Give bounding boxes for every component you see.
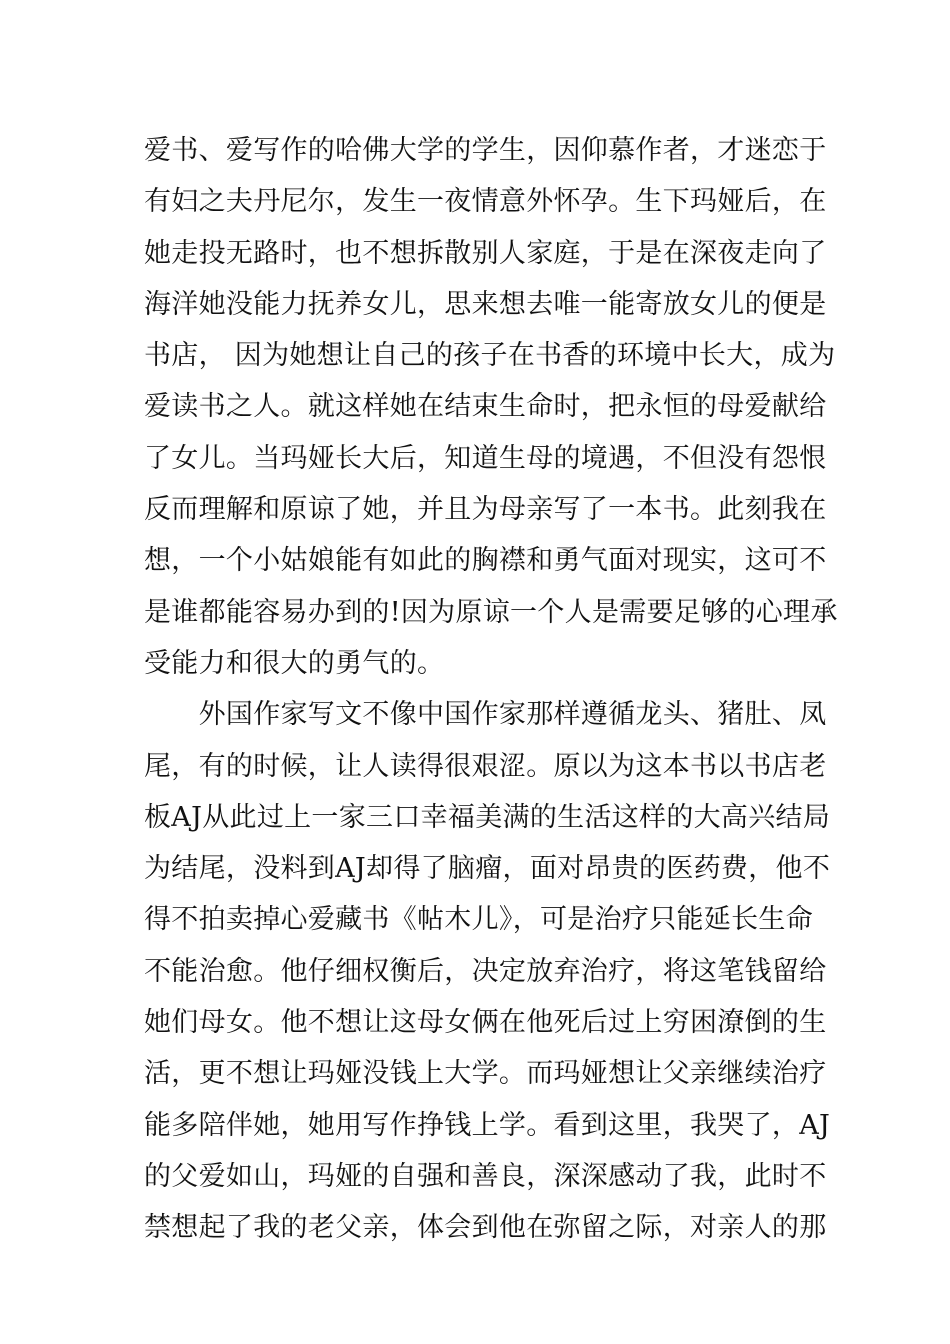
text-line: 海洋她没能力抚养女儿，思来想去唯一能寄放女儿的便是 bbox=[144, 288, 827, 320]
text-line: 尾，有的时候，让人读得很艰涩。原以为这本书以书店老 bbox=[144, 750, 827, 782]
text-line: 爱读书之人。就这样她在结束生命时，把永恒的母爱献给 bbox=[144, 391, 827, 423]
text-line: 能多陪伴她，她用写作挣钱上学。看到这里，我哭了，AJ bbox=[144, 1109, 831, 1141]
text-line: 书店， 因为她想让自己的孩子在书香的环境中长大，成为 bbox=[144, 340, 836, 372]
text-line: 是谁都能容易办到的!因为原谅一个人是需要足够的心理承 bbox=[144, 596, 838, 628]
text-line: 受能力和很大的勇气的。 bbox=[144, 647, 445, 679]
text-line: 反而理解和原谅了她，并且为母亲写了一本书。此刻我在 bbox=[144, 494, 827, 526]
text-line: 板AJ从此过上一家三口幸福美满的生活这样的大高兴结局 bbox=[144, 801, 831, 833]
text-line: 想，一个小姑娘能有如此的胸襟和勇气面对现实，这可不 bbox=[144, 545, 827, 577]
text-line: 得不拍卖掉心爱藏书《帖木儿》，可是治疗只能延长生命 bbox=[144, 904, 813, 936]
text-line: 了女儿。当玛娅长大后，知道生母的境遇，不但没有怨恨 bbox=[144, 442, 827, 474]
text-line: 为结尾，没料到AJ却得了脑瘤，面对昂贵的医药费，他不 bbox=[144, 853, 831, 885]
text-line: 爱书、爱写作的哈佛大学的学生，因仰慕作者，才迷恋于 bbox=[144, 135, 827, 166]
paragraph-start-line: 外国作家写文不像中国作家那样遵循龙头、猪肚、凤 bbox=[144, 699, 827, 731]
text-line: 她们母女。他不想让这母女俩在他死后过上穷困潦倒的生 bbox=[144, 1007, 827, 1039]
text-line: 禁想起了我的老父亲，体会到他在弥留之际，对亲人的那 bbox=[144, 1212, 827, 1244]
text-line: 的父爱如山，玛娅的自强和善良，深深感动了我，此时不 bbox=[144, 1160, 827, 1192]
text-line: 她走投无路时，也不想拆散别人家庭，于是在深夜走向了 bbox=[144, 237, 827, 269]
body-text bbox=[144, 125, 838, 1254]
text-line: 不能治愈。他仔细权衡后，决定放弃治疗，将这笔钱留给 bbox=[144, 955, 827, 987]
text-line: 有妇之夫丹尼尔，发生一夜情意外怀孕。生下玛娅后，在 bbox=[144, 186, 827, 218]
text-line: 活，更不想让玛娅没钱上大学。而玛娅想让父亲继续治疗 bbox=[144, 1058, 827, 1090]
